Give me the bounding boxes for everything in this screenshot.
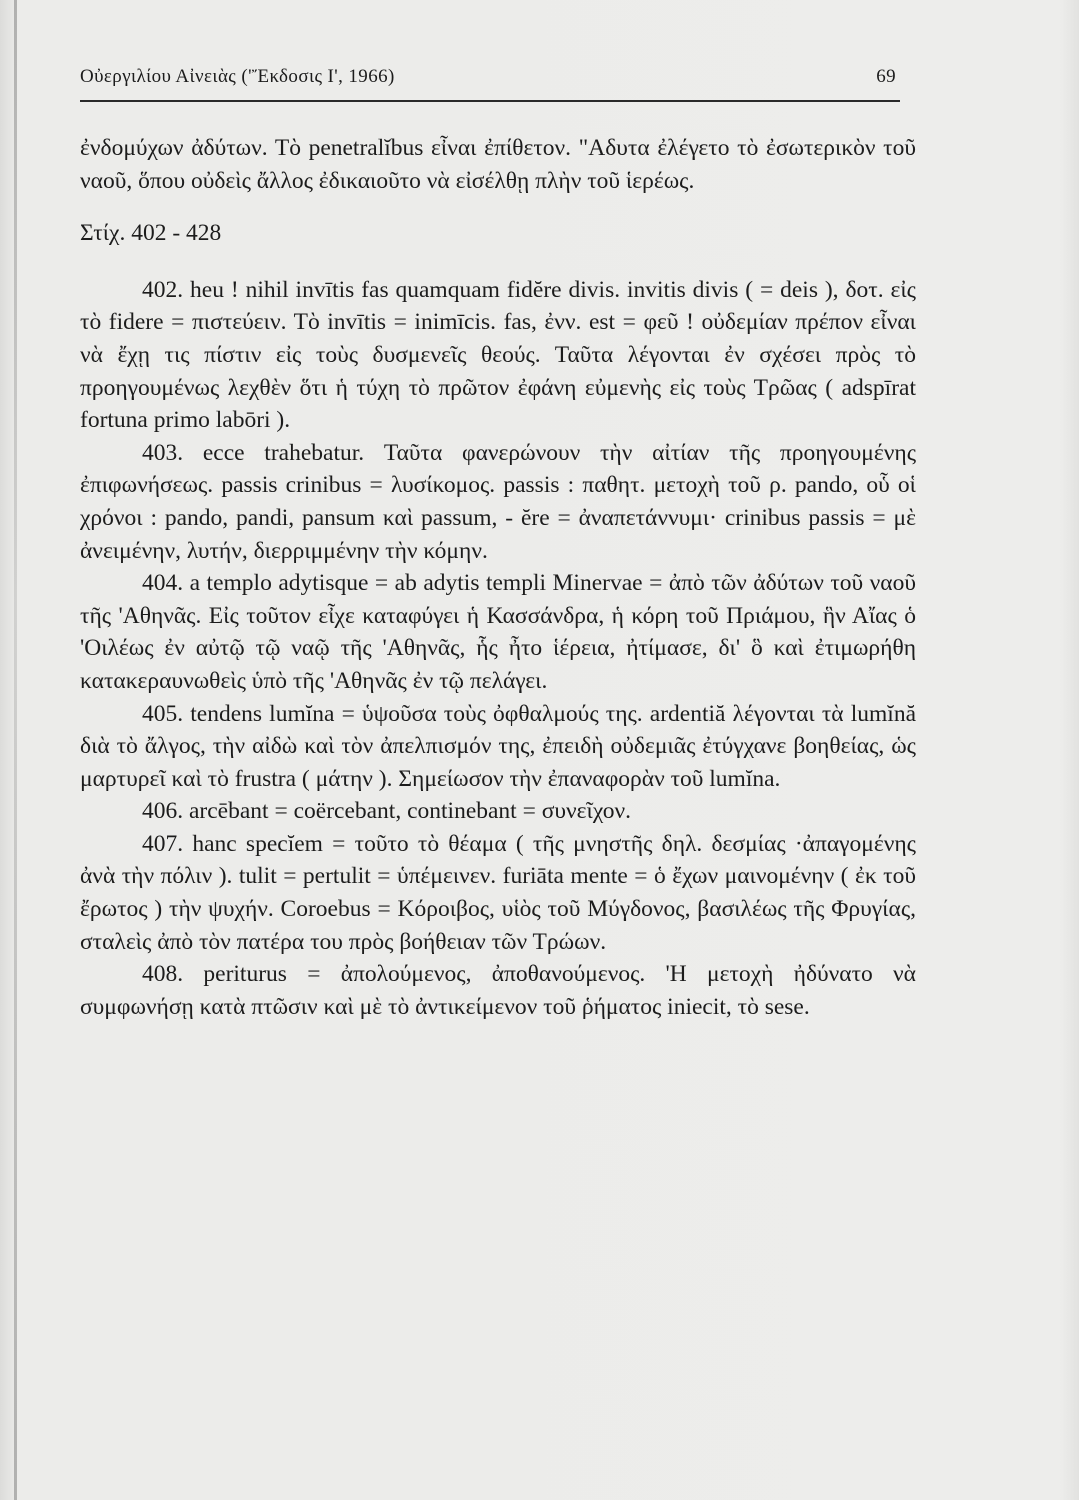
note-402: 402. heu ! nihil invītis fas quamquam fidĕre divis. invitis divis ( = deis ), δοτ. εἰς τὸ fidere = πιστεύειν. Τὸ invītis = inimīcis. fas, ἐνν. est = φεῦ ! οὐδεμίαν πρέπον εἶναι νὰ ἔχῃ τις πίστιν εἰς τοὺς δυσμενεῖς θεούς. Ταῦτα λέγονται ἐν σχέσει πρὸς τὸ προηγουμένως λεχθὲν ὅτι ἡ τύχη τὸ πρῶτον ἐφάνη εὐμενὴς εἰς τοὺς Τρῶας ( adspīrat fortuna primo labōri ). (80, 276, 916, 434)
binding-shadow (14, 0, 17, 1500)
running-title: Οὐεργιλίου Αἰνειὰς ('Ἔκδοσις Ι', 1966) (80, 66, 395, 87)
note-408: 408. periturus = ἀπολούμενος, ἀποθανούμενος. 'Η μετοχὴ ἠδύνατο νὰ συμφωνήσῃ κατὰ πτῶσιν καὶ μὲ τὸ ἀντικείμενον τοῦ ῥήματος iniecit, τὸ sese. (80, 961, 916, 1020)
page-number: 69 (876, 66, 896, 87)
note-403: 403. ecce trahebatur. Ταῦτα φανερώνουν τὴν αἰτίαν τῆς προηγουμένης ἐπιφωνήσεως. passis crinibus = λυσίκομος. passis : παθητ. μετοχὴ τοῦ ρ. pando, οὗ οἱ χρόνοι : pando, pandi, pansum καὶ passum, - ĕre = ἀναπετάννυμι· crinibus passis = μὲ ἀνειμένην, λυτήν, διερριμμένην τὴν κόμην. (80, 439, 916, 564)
section-heading: Στίχ. 402 - 428 (80, 220, 222, 247)
note-406: 406. arcēbant = coërcebant, continebant = συνεῖχον. (142, 798, 632, 825)
main-text (80, 132, 916, 1023)
running-header (80, 66, 900, 96)
note-407: 407. hanc specĭem = τοῦτο τὸ θέαμα ( τῆς μνηστῆς δηλ. δεσμίας ·ἀπαγομένης ἀνὰ τὴν πόλιν ). tulit = pertulit = ὑπέμεινεν. furiāta mente = ὁ ἔχων μαινομένην ( ἐκ τοῦ ἔρωτος ) τὴν ψυχήν. Coroebus = Κόροιβος, υἱὸς τοῦ Μύγδονος, βασιλέως τῆς Φρυγίας, σταλεὶς ἀπὸ τὸν πατέρα του πρὸς βοήθειαν τῶν Τρώων. (80, 830, 916, 955)
header-rule (80, 100, 900, 102)
note-405: 405. tendens lumĭna = ὑψοῦσα τοὺς ὀφθαλμούς της. ardentiă λέγονται τὰ lumĭnă διὰ τὸ ἄλγος, τὴν αἰδὼ καὶ τὸν ἀπελπισμόν της, ἐπειδὴ οὐδεμιᾶς ἐτύγχανε βοηθείας, ὡς μαρτυρεῖ καὶ τὸ frustra ( μάτην ). Σημείωσον τὴν ἐπαναφορὰν τοῦ lumĭna. (80, 700, 916, 792)
intro-paragraph: ἐνδομύχων ἀδύτων. Τὸ penetralĭbus εἶναι ἐπίθετον. "Αδυτα ἐλέγετο τὸ ἐσωτερικὸν τοῦ ναοῦ, ὅπου οὐδεὶς ἄλλος ἐδικαιοῦτο νὰ εἰσέλθῃ πλὴν τοῦ ἱερέως. (80, 135, 916, 194)
note-404: 404. a templo adytisque = ab adytis templi Minervae = ἀπὸ τῶν ἀδύτων τοῦ ναοῦ τῆς 'Αθηνᾶς. Εἰς τοῦτον εἶχε καταφύγει ἡ Κασσάνδρα, ἡ κόρη τοῦ Πριάμου, ἣν Αἴας ὁ 'Οιλέως ἐν αὐτῷ τῷ ναῷ τῆς 'Αθηνᾶς, ἧς ἦτο ἱέρεια, ἠτίμασε, δι' ὃ καὶ ἐτιμωρήθη κατακεραυνωθεὶς ὑπὸ τῆς 'Αθηνᾶς ἐν τῷ πελάγει. (80, 570, 916, 694)
